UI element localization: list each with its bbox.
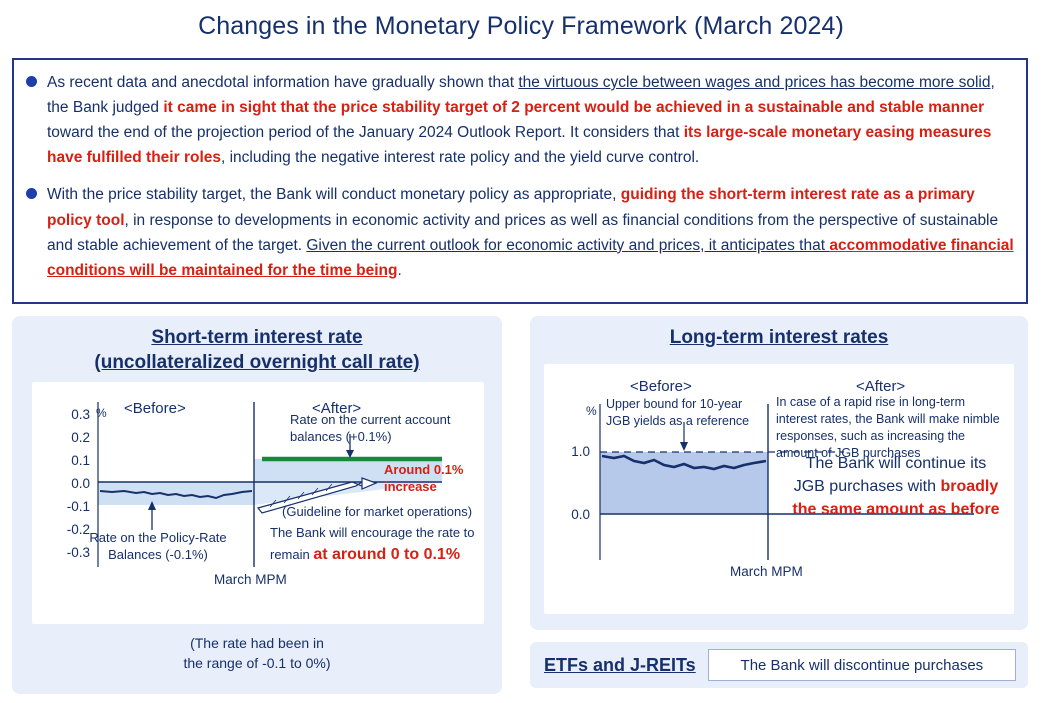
bullet-segment-underline: the virtuous cycle between wages and prices has become more solid — [518, 74, 991, 91]
encourage-note-plain: The Bank will encourage the rate to remain — [270, 525, 475, 562]
long-term-after-note: In case of a rapid rise in long-term interest rates, the Bank will make nimble responses, such as increasing the amount of JGB purchases — [776, 395, 1000, 460]
y-tick: 0.1 — [71, 453, 90, 468]
short-term-panel-title-line2: (uncollateralized overnight call rate) — [94, 352, 420, 374]
long-term-continue-note — [788, 452, 1004, 522]
short-term-after-label: <After> — [312, 400, 362, 417]
bullet-segment-underline: Given the current outlook for economic activity and prices, it anticipates that — [306, 236, 830, 254]
short-term-guideline-note: (Guideline for market operations) — [282, 504, 473, 519]
bullet-segment: , in response to developments in economic activity and prices as well as financial conditions from the perspective of sustainable and stable achievement of the target. — [47, 211, 999, 254]
short-term-before-note: Rate on the Policy-Rate Balances (-0.1%) — [89, 530, 227, 562]
short-term-unit-label: % — [96, 406, 107, 420]
short-term-panel-title-line1: Short-term interest rate — [151, 327, 363, 348]
short-term-footnote-line1: (The rate had been in — [190, 635, 324, 651]
bullet-dot-icon — [26, 188, 37, 199]
y-tick: -0.2 — [66, 522, 90, 537]
short-term-rate-panel — [12, 316, 502, 694]
bullet-segment: As recent data and anecdotal information have gradually shown that — [47, 74, 519, 91]
long-term-before-label: <Before> — [630, 378, 692, 395]
short-term-chart-card — [32, 382, 484, 624]
continue-note-plain: The Bank will continue its JGB purchases with — [793, 455, 987, 496]
bullet-segment: toward the end of the projection period of the January 2024 Outlook Report. It considers that — [47, 124, 684, 142]
short-term-footnote-line2: the range of -0.1 to 0%) — [183, 654, 331, 671]
bullet-item — [26, 70, 1014, 170]
long-term-after-label: <After> — [856, 378, 906, 395]
bullet-item — [26, 182, 1014, 282]
short-term-axis-label: March MPM — [214, 572, 287, 587]
y-tick: 0.3 — [71, 407, 90, 422]
short-term-after-note: Rate on the current account balances (+0.1%) — [290, 412, 451, 444]
bullet-segment-emphasis: it came in sight that the price stability target of 2 percent would be achieved in a sustainable and stable manner — [163, 99, 985, 117]
y-tick: 1.0 — [571, 444, 590, 459]
y-tick: 0.0 — [571, 507, 590, 522]
bullet-text — [47, 70, 1014, 170]
policy-summary-box — [12, 58, 1028, 304]
short-term-footnote — [12, 634, 502, 673]
bullet-segment-emphasis: its large-scale monetary easing measures have fulfilled their roles — [47, 124, 992, 167]
short-term-increase-note: Around 0.1% increase — [384, 462, 464, 494]
bullet-segment: , including the negative interest rate policy and the yield curve control. — [221, 149, 700, 167]
long-term-rates-panel — [530, 316, 1028, 630]
y-tick: -0.3 — [66, 545, 90, 560]
etf-jreit-statement: The Bank will discontinue purchases — [708, 649, 1016, 681]
bullet-segment: With the price stability target, the Bank will conduct monetary policy as appropriate, — [47, 186, 621, 204]
short-term-panel-title — [12, 316, 502, 375]
y-tick: 0.2 — [71, 430, 90, 445]
encourage-note-emphasis: at around 0 to 0.1% — [313, 545, 461, 563]
long-term-before-note: Upper bound for 10-year JGB yields as a reference — [606, 397, 750, 428]
bullet-segment: , the Bank judged — [47, 74, 995, 117]
y-tick: -0.1 — [66, 499, 90, 514]
page-title: Changes in the Monetary Policy Framework (March 2024) — [198, 12, 844, 40]
short-term-encourage-note — [270, 524, 482, 566]
bullet-text — [47, 182, 1014, 282]
short-term-before-label: <Before> — [124, 400, 186, 417]
long-term-panel-title: Long-term interest rates — [669, 327, 889, 348]
long-term-chart-card — [544, 364, 1014, 614]
bullet-segment-emphasis: guiding the short-term interest rate as a primary policy tool — [47, 186, 975, 229]
long-term-axis-label: March MPM — [730, 564, 803, 579]
etf-jreit-row — [530, 642, 1028, 688]
bullet-segment: . — [397, 261, 402, 279]
long-term-unit-label: % — [586, 404, 597, 418]
y-tick: 0.0 — [71, 476, 90, 491]
continue-note-emphasis: broadly the same amount as before — [792, 478, 1000, 519]
etf-jreit-label: ETFs and J-REITs — [544, 654, 696, 675]
bullet-segment-emphasis-underline: accommodative financial conditions will be maintained for the time being — [47, 236, 1014, 279]
bullet-dot-icon — [26, 76, 37, 87]
